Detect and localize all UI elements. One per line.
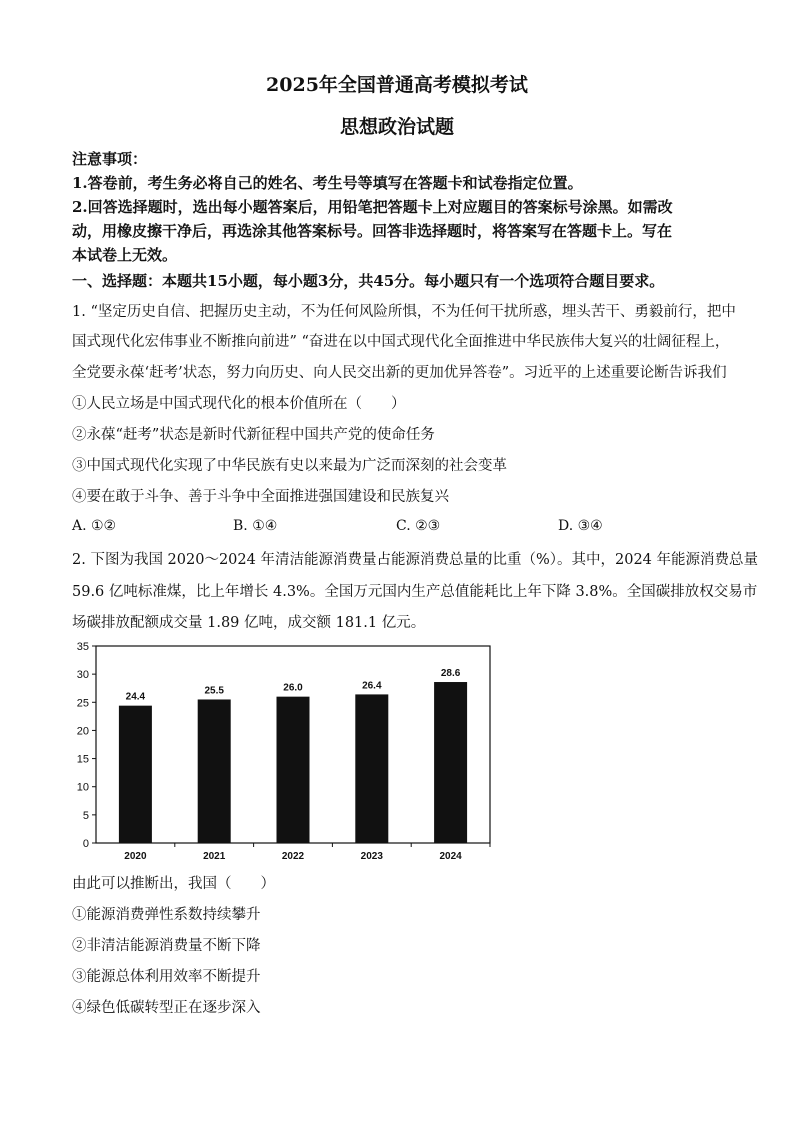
clean-energy-bar-chart: [68, 636, 498, 866]
q1-option-b: B. ①④: [233, 518, 278, 534]
q2-prompt: 由此可以推断出，我国（ ）: [72, 876, 275, 892]
exam-title: 2025年全国普通高考模拟考试: [266, 74, 528, 96]
notice-heading: 注意事项：: [72, 150, 148, 168]
x-tick-label-2023: 2023: [360, 851, 383, 862]
q2-statement-3: ③能源总体利用效率不断提升: [72, 969, 261, 985]
y-tick-label: 15: [76, 753, 89, 766]
y-tick-label: 30: [76, 669, 89, 682]
bar-2023: [355, 694, 388, 843]
x-tick-label-2024: 2024: [439, 851, 462, 862]
y-tick-label: 5: [82, 809, 89, 822]
data-label-2022: 26.0: [283, 682, 303, 694]
data-label-2024: 28.6: [440, 668, 461, 680]
x-tick-label-2022: 2022: [281, 851, 305, 862]
x-tick-label-2021: 2021: [203, 851, 226, 862]
bar-2024: [434, 682, 467, 843]
notice-item-2-line-1: 2.回答选择题时，选出每小题答案后，用铅笔把答题卡上对应题目的答案标号涂黑。如需改: [72, 198, 673, 216]
notice-item-2-line-2: 动，用橡皮擦干净后，再选涂其他答案标号。回答非选择题时，将答案写在答题卡上。写在: [72, 222, 673, 240]
data-label-2023: 26.4: [362, 680, 382, 692]
q1-stem-line-2: 国式现代化宏伟事业不断推向前进” “奋进在以中国式现代化全面推进中华民族伟大复兴的壮阔征程上，: [72, 334, 730, 350]
q1-stem-line-3: 全党要永葆‘赶考’状态，努力向历史、向人民交出新的更加优异答卷”。习近平的上述重要论断告诉我们: [72, 365, 727, 381]
q2-stem-line-3: 场碳排放配额成交量 1.89 亿吨，成交额 181.1 亿元。: [72, 615, 426, 631]
y-tick-label: 20: [76, 725, 89, 738]
q2-statement-1: ①能源消费弹性系数持续攀升: [72, 907, 261, 923]
q1-statement-4: ④要在敢于斗争、善于斗争中全面推进强国建设和民族复兴: [72, 489, 449, 505]
y-tick-label: 10: [76, 781, 89, 794]
data-label-2020: 24.4: [125, 691, 146, 703]
y-tick-label: 35: [76, 641, 89, 653]
q1-statement-3: ③中国式现代化实现了中华民族有史以来最为广泛而深刻的社会变革: [72, 458, 507, 474]
y-tick-label: 0: [82, 838, 89, 850]
q1-option-d: D. ③④: [558, 518, 603, 534]
y-tick-label: 25: [76, 697, 89, 710]
bar-2021: [198, 699, 231, 843]
q1-option-c: C. ②③: [396, 518, 441, 534]
q1-statement-2: ②永葆“赶考”状态是新时代新征程中国共产党的使命任务: [72, 427, 435, 443]
data-label-2021: 25.5: [204, 685, 224, 697]
q2-stem-line-1: 2. 下图为我国 2020～2024 年清洁能源消费量占能源消费总量的比重（%）。其中，2024 年能源消费总量: [72, 552, 758, 568]
section-heading: 一、选择题：本题共15小题，每小题3分，共45分。每小题只有一个选项符合题目要求。: [72, 272, 665, 290]
bar-2020: [119, 706, 152, 843]
notice-item-1: 1.答卷前，考生务必将自己的姓名、考生号等填写在答题卡和试卷指定位置。: [72, 174, 583, 192]
q2-statement-2: ②非清洁能源消费量不断下降: [72, 938, 261, 954]
notice-item-2-line-3: 本试卷上无效。: [72, 246, 178, 264]
q2-stem-line-2: 59.6 亿吨标准煤，比上年增长 4.3%。全国万元国内生产总值能耗比上年下降 3.8%。全国碳排放权交易市: [72, 584, 758, 600]
exam-subtitle: 思想政治试题: [339, 116, 454, 138]
q2-statement-4: ④绿色低碳转型正在逐步深入: [72, 1000, 261, 1016]
x-tick-label-2020: 2020: [124, 851, 147, 862]
q1-option-a: A. ①②: [72, 518, 117, 534]
q1-statement-1: ①人民立场是中国式现代化的根本价值所在（ ）: [72, 396, 406, 412]
bar-2022: [277, 697, 310, 843]
q1-stem-line-1: 1. “坚定历史自信、把握历史主动，不为任何风险所惧，不为任何干扰所惑，埋头苦干、勇毅前行，把中: [72, 304, 736, 320]
